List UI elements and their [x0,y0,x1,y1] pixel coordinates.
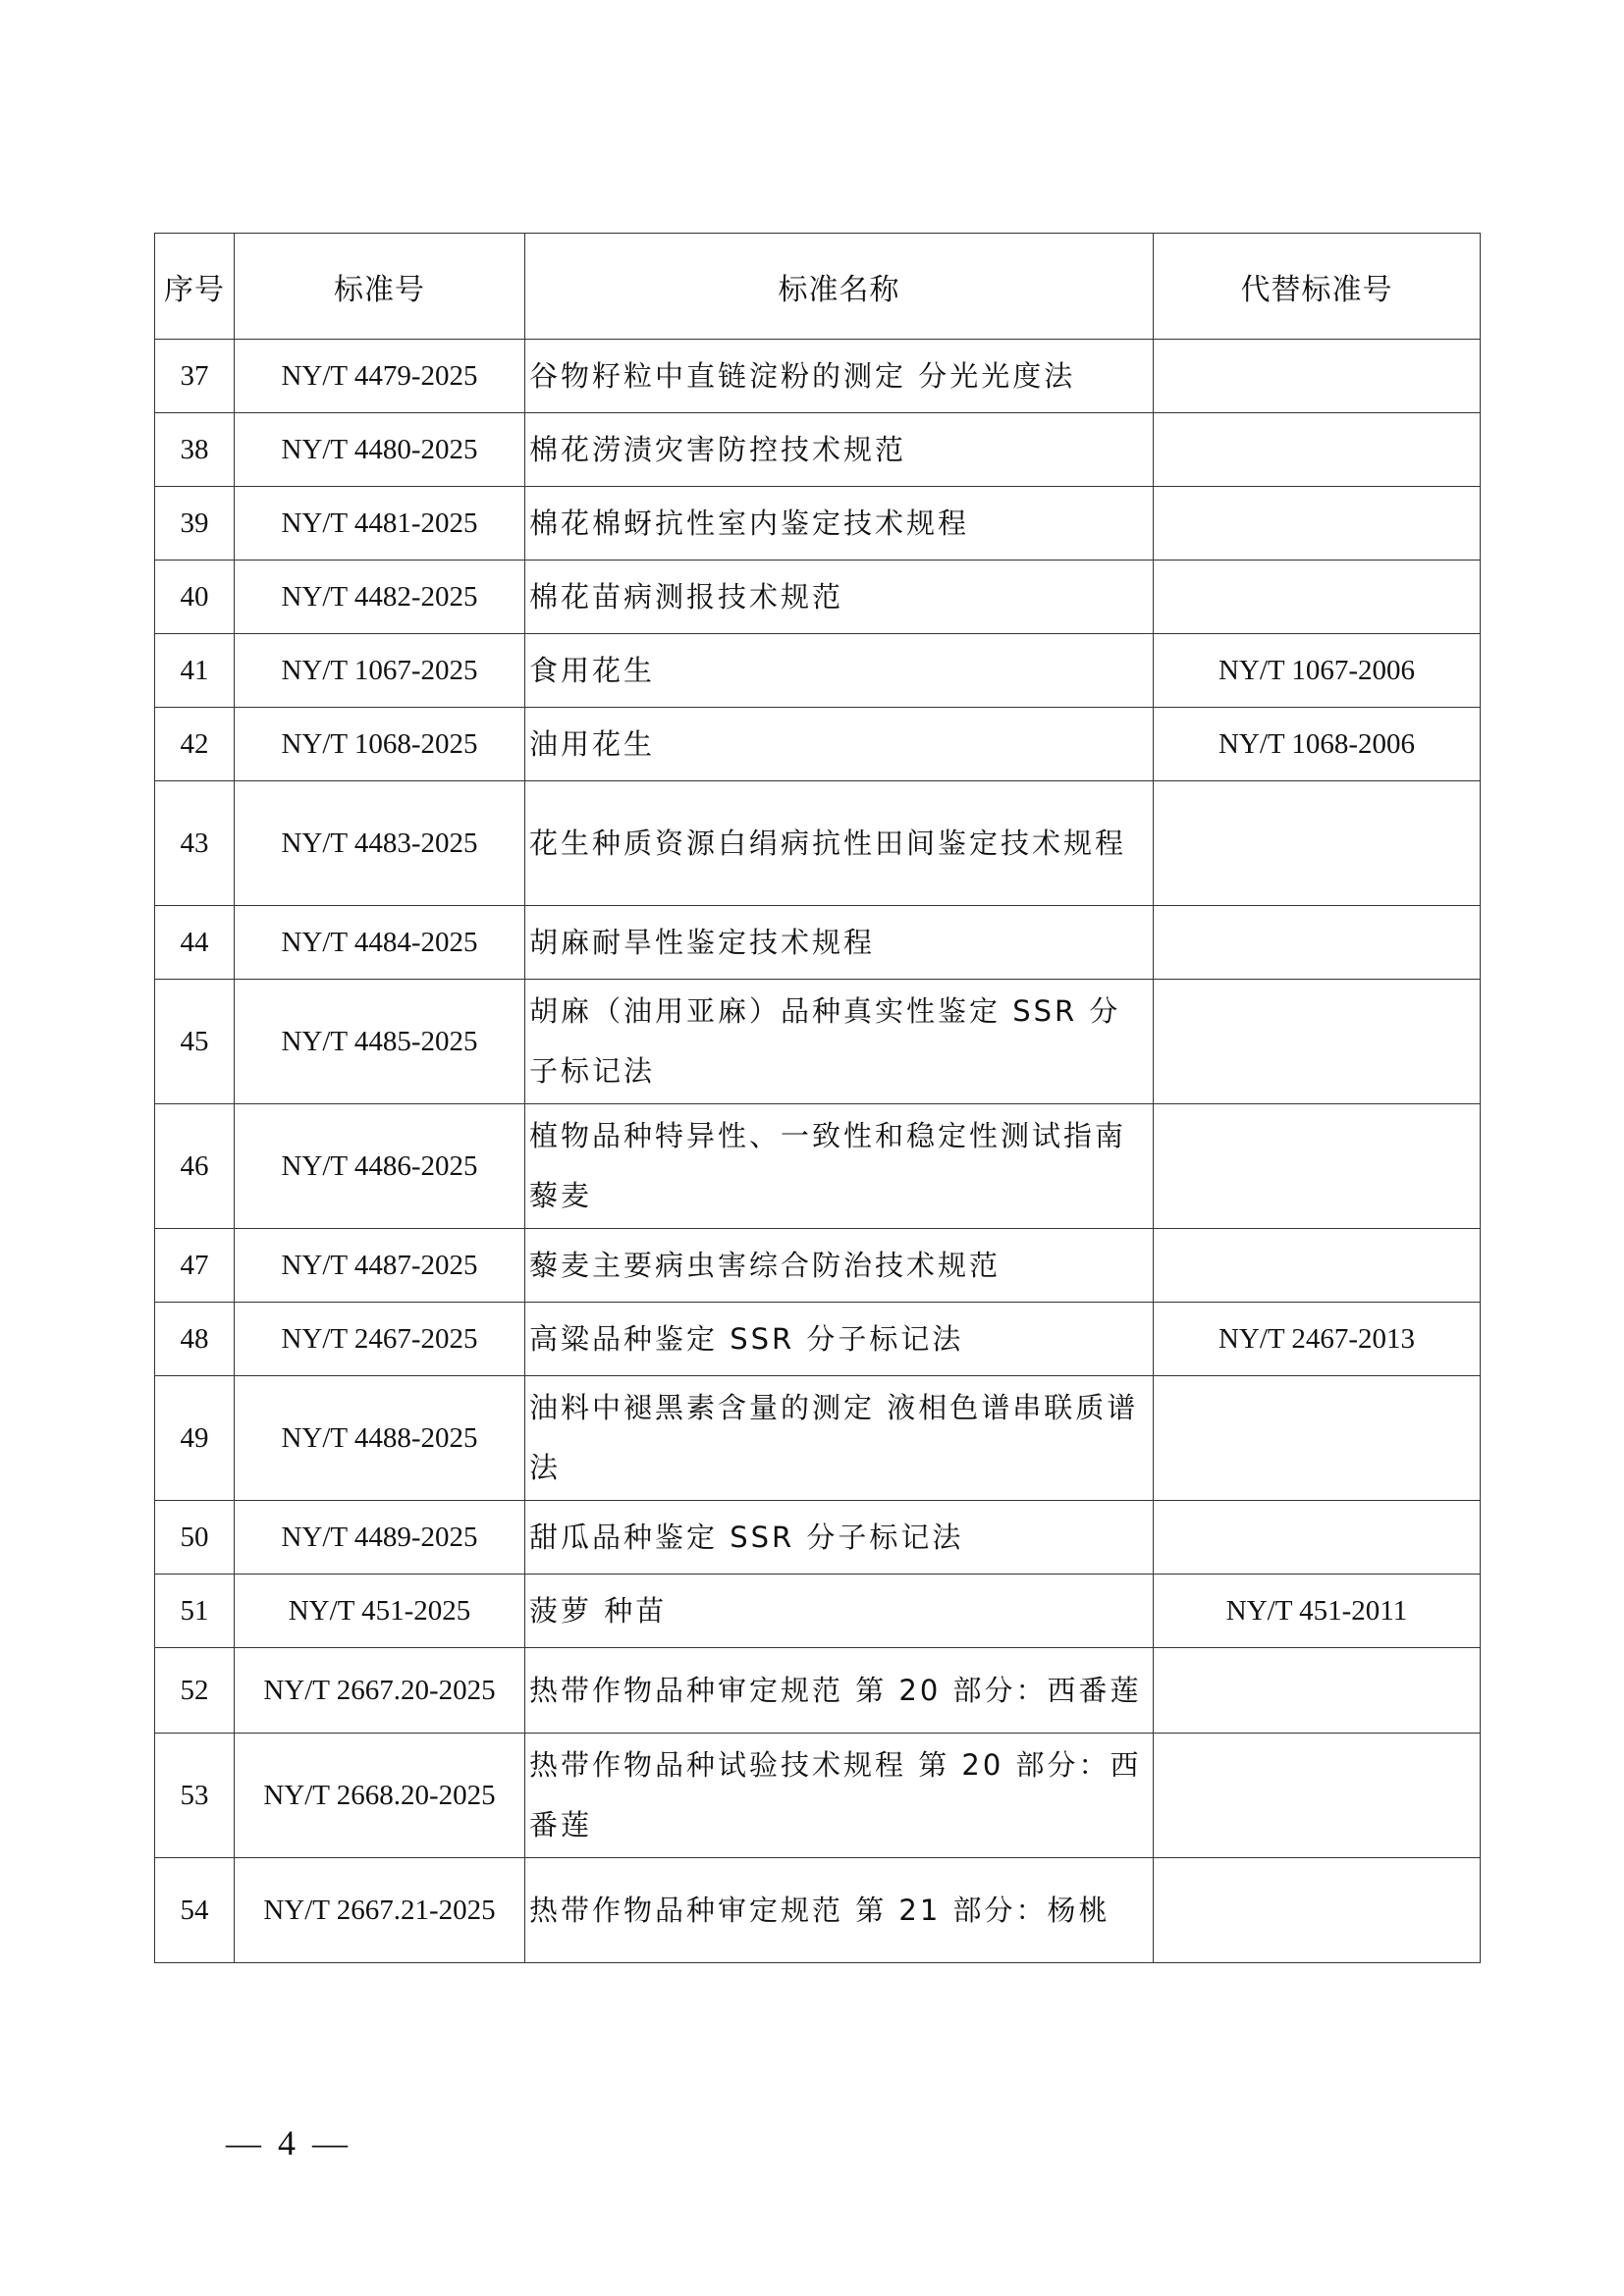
standards-table [154,233,1481,1963]
cell-serial-no: 51 [155,1575,235,1648]
cell-replaced-standard [1154,1501,1481,1575]
cell-serial-no: 42 [155,708,235,781]
cell-serial-no: 53 [155,1734,235,1858]
cell-replaced-standard [1154,1858,1481,1963]
cell-standard-code: NY/T 4481-2025 [235,487,525,561]
cell-replaced-standard: NY/T 2467-2013 [1154,1303,1481,1376]
header-serial-no: 序号 [155,234,235,340]
cell-standard-name: 藜麦主要病虫害综合防治技术规范 [525,1229,1154,1303]
cell-standard-code: NY/T 1067-2025 [235,634,525,708]
cell-standard-code: NY/T 4488-2025 [235,1376,525,1501]
cell-replaced-standard [1154,1648,1481,1734]
cell-standard-code: NY/T 4479-2025 [235,340,525,413]
cell-replaced-standard [1154,781,1481,906]
cell-replaced-standard: NY/T 451-2011 [1154,1575,1481,1648]
cell-standard-name: 棉花涝渍灾害防控技术规范 [525,413,1154,487]
cell-standard-code: NY/T 2667.20-2025 [235,1648,525,1734]
cell-standard-name: 谷物籽粒中直链淀粉的测定 分光光度法 [525,340,1154,413]
cell-standard-code: NY/T 2668.20-2025 [235,1734,525,1858]
cell-standard-code: NY/T 2667.21-2025 [235,1858,525,1963]
cell-standard-code: NY/T 4484-2025 [235,906,525,980]
cell-replaced-standard [1154,413,1481,487]
page-number: — 4 — [226,2123,352,2163]
cell-serial-no: 47 [155,1229,235,1303]
table-row [155,1303,1481,1376]
table-row [155,487,1481,561]
cell-standard-code: NY/T 2467-2025 [235,1303,525,1376]
cell-standard-name: 甜瓜品种鉴定 SSR 分子标记法 [525,1501,1154,1575]
cell-standard-name: 胡麻（油用亚麻）品种真实性鉴定 SSR 分子标记法 [525,980,1154,1104]
cell-serial-no: 41 [155,634,235,708]
cell-standard-code: NY/T 4485-2025 [235,980,525,1104]
cell-standard-code: NY/T 4483-2025 [235,781,525,906]
cell-serial-no: 40 [155,561,235,634]
cell-standard-name: 热带作物品种试验技术规程 第 20 部分：西番莲 [525,1734,1154,1858]
cell-standard-name: 胡麻耐旱性鉴定技术规程 [525,906,1154,980]
cell-serial-no: 54 [155,1858,235,1963]
cell-standard-code: NY/T 4480-2025 [235,413,525,487]
cell-serial-no: 50 [155,1501,235,1575]
table-row [155,1104,1481,1229]
cell-standard-code: NY/T 451-2025 [235,1575,525,1648]
table-row [155,906,1481,980]
table-row [155,980,1481,1104]
header-row [155,234,1481,340]
cell-standard-name: 食用花生 [525,634,1154,708]
cell-replaced-standard [1154,487,1481,561]
cell-replaced-standard [1154,1104,1481,1229]
table-row [155,1575,1481,1648]
cell-standard-name: 油用花生 [525,708,1154,781]
cell-standard-name: 菠萝 种苗 [525,1575,1154,1648]
cell-standard-code: NY/T 4489-2025 [235,1501,525,1575]
table-row [155,1501,1481,1575]
cell-standard-name: 植物品种特异性、一致性和稳定性测试指南 藜麦 [525,1104,1154,1229]
table-row [155,781,1481,906]
cell-replaced-standard: NY/T 1068-2006 [1154,708,1481,781]
cell-standard-name: 热带作物品种审定规范 第 20 部分：西番莲 [525,1648,1154,1734]
cell-serial-no: 52 [155,1648,235,1734]
cell-serial-no: 39 [155,487,235,561]
cell-serial-no: 49 [155,1376,235,1501]
cell-serial-no: 45 [155,980,235,1104]
cell-serial-no: 44 [155,906,235,980]
cell-standard-name: 花生种质资源白绢病抗性田间鉴定技术规程 [525,781,1154,906]
table-header [155,234,1481,340]
cell-serial-no: 46 [155,1104,235,1229]
cell-serial-no: 38 [155,413,235,487]
table-row [155,1858,1481,1963]
cell-standard-code: NY/T 4487-2025 [235,1229,525,1303]
cell-replaced-standard [1154,1229,1481,1303]
table-row [155,1734,1481,1858]
cell-standard-code: NY/T 1068-2025 [235,708,525,781]
cell-replaced-standard [1154,980,1481,1104]
table-row [155,413,1481,487]
cell-standard-name: 棉花苗病测报技术规范 [525,561,1154,634]
cell-serial-no: 43 [155,781,235,906]
cell-standard-code: NY/T 4482-2025 [235,561,525,634]
cell-replaced-standard [1154,340,1481,413]
table-row [155,1376,1481,1501]
cell-replaced-standard [1154,561,1481,634]
cell-standard-code: NY/T 4486-2025 [235,1104,525,1229]
table-row [155,340,1481,413]
cell-serial-no: 37 [155,340,235,413]
cell-replaced-standard [1154,1376,1481,1501]
table-row [155,1229,1481,1303]
cell-standard-name: 棉花棉蚜抗性室内鉴定技术规程 [525,487,1154,561]
table-body [155,340,1481,1963]
cell-standard-name: 高粱品种鉴定 SSR 分子标记法 [525,1303,1154,1376]
header-replaced-standard: 代替标准号 [1154,234,1481,340]
table-row [155,708,1481,781]
cell-replaced-standard [1154,906,1481,980]
table-row [155,634,1481,708]
table-row [155,1648,1481,1734]
cell-replaced-standard: NY/T 1067-2006 [1154,634,1481,708]
header-standard-name: 标准名称 [525,234,1154,340]
cell-standard-name: 油料中褪黑素含量的测定 液相色谱串联质谱法 [525,1376,1154,1501]
cell-replaced-standard [1154,1734,1481,1858]
table-row [155,561,1481,634]
header-standard-code: 标准号 [235,234,525,340]
cell-serial-no: 48 [155,1303,235,1376]
cell-standard-name: 热带作物品种审定规范 第 21 部分：杨桃 [525,1858,1154,1963]
